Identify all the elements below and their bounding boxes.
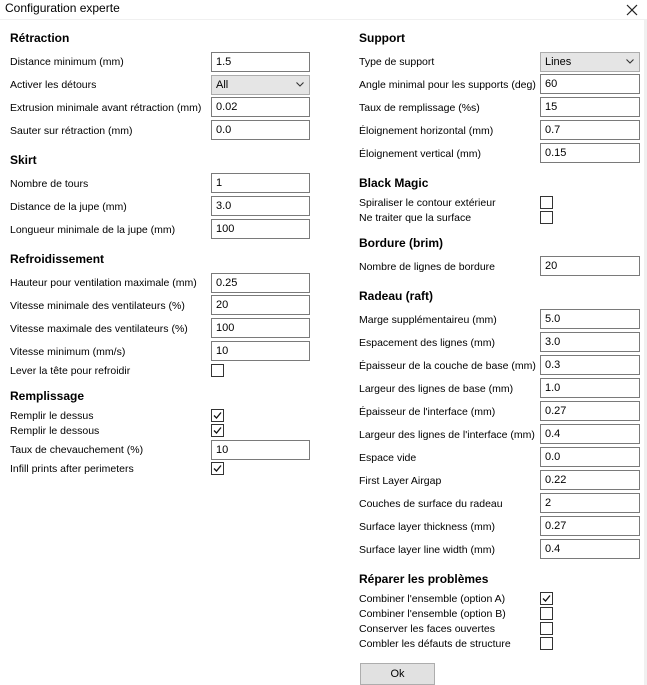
cool-head-lift-checkbox[interactable] bbox=[211, 364, 224, 377]
raft-base-linewidth-input[interactable]: 1.0 bbox=[540, 378, 640, 398]
extensive-stitch-checkbox[interactable] bbox=[540, 637, 553, 650]
label-support-xy-distance: Éloignement horizontal (mm) bbox=[359, 125, 494, 137]
label-raft-airgap: Espace vide bbox=[359, 452, 417, 464]
label-support-angle: Angle minimal pour les supports (deg) bbox=[359, 79, 536, 91]
chevron-down-icon bbox=[626, 57, 634, 65]
label-support-type: Type de support bbox=[359, 56, 435, 68]
solid-bottom-checkbox[interactable] bbox=[211, 424, 224, 437]
zhop-input[interactable]: 0.0 bbox=[211, 120, 310, 140]
fan-full-height-input[interactable]: 0.25 bbox=[211, 273, 310, 293]
label-raft-surface-layers: Couches de surface du radeau bbox=[359, 498, 503, 510]
section-title-infill: Remplissage bbox=[10, 389, 85, 403]
label-raft-surface-thickness: Surface layer thickness (mm) bbox=[359, 521, 495, 533]
section-title-cooling: Refroidissement bbox=[10, 252, 105, 266]
section-divider bbox=[359, 251, 642, 252]
label-min-extrusion: Extrusion minimale avant rétraction (mm) bbox=[10, 102, 202, 114]
raft-surface-linewidth-input[interactable]: 0.4 bbox=[540, 539, 640, 559]
label-extensive-stitch: Combler les défauts de structure bbox=[359, 638, 511, 650]
distance-min-input[interactable]: 1.5 bbox=[211, 52, 310, 72]
label-distance-min: Distance minimum (mm) bbox=[10, 56, 124, 68]
fan-max-input[interactable]: 100 bbox=[211, 318, 310, 338]
label-raft-line-spacing: Espacement des lignes (mm) bbox=[359, 337, 495, 349]
settings-panel bbox=[3, 20, 644, 685]
label-raft-margin: Marge supplémentaireu (mm) bbox=[359, 314, 497, 326]
solid-top-checkbox[interactable] bbox=[211, 409, 224, 422]
support-fill-rate-input[interactable]: 15 bbox=[540, 97, 640, 117]
label-brim-lines: Nombre de lignes de bordure bbox=[359, 261, 495, 273]
fan-min-input[interactable]: 20 bbox=[211, 295, 310, 315]
min-speed-input[interactable]: 10 bbox=[211, 341, 310, 361]
label-raft-interface-thickness: Épaisseur de l'interface (mm) bbox=[359, 406, 496, 418]
label-infill-overlap: Taux de chevauchement (%) bbox=[10, 444, 144, 456]
brim-lines-input[interactable]: 20 bbox=[540, 256, 640, 276]
min-extrusion-input[interactable]: 0.02 bbox=[211, 97, 310, 117]
section-divider bbox=[10, 168, 313, 169]
section-divider bbox=[359, 304, 642, 305]
skirt-gap-input[interactable]: 3.0 bbox=[211, 196, 310, 216]
surface-only-checkbox[interactable] bbox=[540, 211, 553, 224]
label-keep-open: Conserver les faces ouvertes bbox=[359, 623, 495, 635]
raft-base-thickness-input[interactable]: 0.3 bbox=[540, 355, 640, 375]
support-z-distance-input[interactable]: 0.15 bbox=[540, 143, 640, 163]
label-combing: Activer les détours bbox=[10, 79, 97, 91]
section-divider bbox=[10, 267, 313, 268]
label-surface-only: Ne traiter que la surface bbox=[359, 212, 472, 224]
first-layer-airgap-input[interactable]: 0.22 bbox=[540, 470, 640, 490]
section-title-support: Support bbox=[359, 31, 405, 45]
label-fan-max: Vitesse maximale des ventilateurs (%) bbox=[10, 323, 188, 335]
support-type-select[interactable] bbox=[540, 52, 640, 72]
title-bar bbox=[0, 0, 647, 20]
raft-airgap-input[interactable]: 0.0 bbox=[540, 447, 640, 467]
label-zhop: Sauter sur rétraction (mm) bbox=[10, 125, 133, 137]
section-title-skirt: Skirt bbox=[10, 153, 37, 167]
label-solid-bottom: Remplir le dessous bbox=[10, 425, 100, 437]
combing-select[interactable] bbox=[211, 75, 310, 95]
label-raft-surface-linewidth: Surface layer line width (mm) bbox=[359, 544, 495, 556]
section-title-brim: Bordure (brim) bbox=[359, 236, 443, 250]
support-type-value: Lines bbox=[545, 56, 572, 68]
section-divider bbox=[359, 587, 642, 588]
label-skirt-lines: Nombre de tours bbox=[10, 178, 89, 190]
section-divider bbox=[359, 46, 642, 47]
checkmark-icon bbox=[213, 426, 222, 435]
section-divider bbox=[359, 191, 642, 192]
checkmark-icon bbox=[213, 464, 222, 473]
label-fan-full-height: Hauteur pour ventilation maximale (mm) bbox=[10, 277, 197, 289]
label-first-layer-airgap: First Layer Airgap bbox=[359, 475, 442, 487]
section-title-retraction: Rétraction bbox=[10, 31, 70, 45]
raft-interface-thickness-input[interactable]: 0.27 bbox=[540, 401, 640, 421]
label-solid-top: Remplir le dessus bbox=[10, 410, 94, 422]
raft-interface-linewidth-input[interactable]: 0.4 bbox=[540, 424, 640, 444]
label-support-fill-rate: Taux de remplissage (%s) bbox=[359, 102, 480, 114]
label-fan-min: Vitesse minimale des ventilateurs (%) bbox=[10, 300, 185, 312]
label-raft-base-thickness: Épaisseur de la couche de base (mm) bbox=[359, 360, 536, 372]
keep-open-checkbox[interactable] bbox=[540, 622, 553, 635]
infill-after-perimeters-checkbox[interactable] bbox=[211, 462, 224, 475]
combing-select-value: All bbox=[216, 79, 229, 91]
raft-line-spacing-input[interactable]: 3.0 bbox=[540, 332, 640, 352]
label-raft-interface-linewidth: Largeur des lignes de l'interface (mm) bbox=[359, 429, 535, 441]
label-raft-base-linewidth: Largeur des lignes de base (mm) bbox=[359, 383, 514, 395]
label-infill-after-perimeters: Infill prints after perimeters bbox=[10, 463, 134, 475]
skirt-min-length-input[interactable]: 100 bbox=[211, 219, 310, 239]
infill-overlap-input[interactable]: 10 bbox=[211, 440, 310, 460]
label-support-z-distance: Éloignement vertical (mm) bbox=[359, 148, 481, 160]
support-angle-input[interactable]: 60 bbox=[540, 74, 640, 94]
section-divider bbox=[10, 404, 313, 405]
label-skirt-min-length: Longueur minimale de la jupe (mm) bbox=[10, 224, 176, 236]
section-title-black-magic: Black Magic bbox=[359, 176, 429, 190]
section-title-fix: Réparer les problèmes bbox=[359, 572, 489, 586]
label-combine-b: Combiner l'ensemble (option B) bbox=[359, 608, 506, 620]
ok-button[interactable]: Ok bbox=[360, 663, 435, 685]
label-combine-a: Combiner l'ensemble (option A) bbox=[359, 593, 506, 605]
label-spiralize: Spiraliser le contour extérieur bbox=[359, 197, 496, 209]
raft-surface-layers-input[interactable]: 2 bbox=[540, 493, 640, 513]
checkmark-icon bbox=[542, 594, 551, 603]
chevron-down-icon bbox=[296, 80, 304, 88]
close-icon[interactable] bbox=[617, 0, 647, 20]
raft-margin-input[interactable]: 5.0 bbox=[540, 309, 640, 329]
skirt-lines-input[interactable]: 1 bbox=[211, 173, 310, 193]
window-title: Configuration experte bbox=[5, 1, 120, 15]
section-title-raft: Radeau (raft) bbox=[359, 289, 434, 303]
label-min-speed: Vitesse minimum (mm/s) bbox=[10, 346, 126, 358]
combine-a-checkbox[interactable] bbox=[540, 592, 553, 605]
label-skirt-gap: Distance de la jupe (mm) bbox=[10, 201, 127, 213]
support-xy-distance-input[interactable]: 0.7 bbox=[540, 120, 640, 140]
spiralize-checkbox[interactable] bbox=[540, 196, 553, 209]
raft-surface-thickness-input[interactable]: 0.27 bbox=[540, 516, 640, 536]
checkmark-icon bbox=[213, 411, 222, 420]
combine-b-checkbox[interactable] bbox=[540, 607, 553, 620]
section-divider bbox=[10, 46, 313, 47]
label-cool-head-lift: Lever la tête pour refroidir bbox=[10, 365, 131, 377]
